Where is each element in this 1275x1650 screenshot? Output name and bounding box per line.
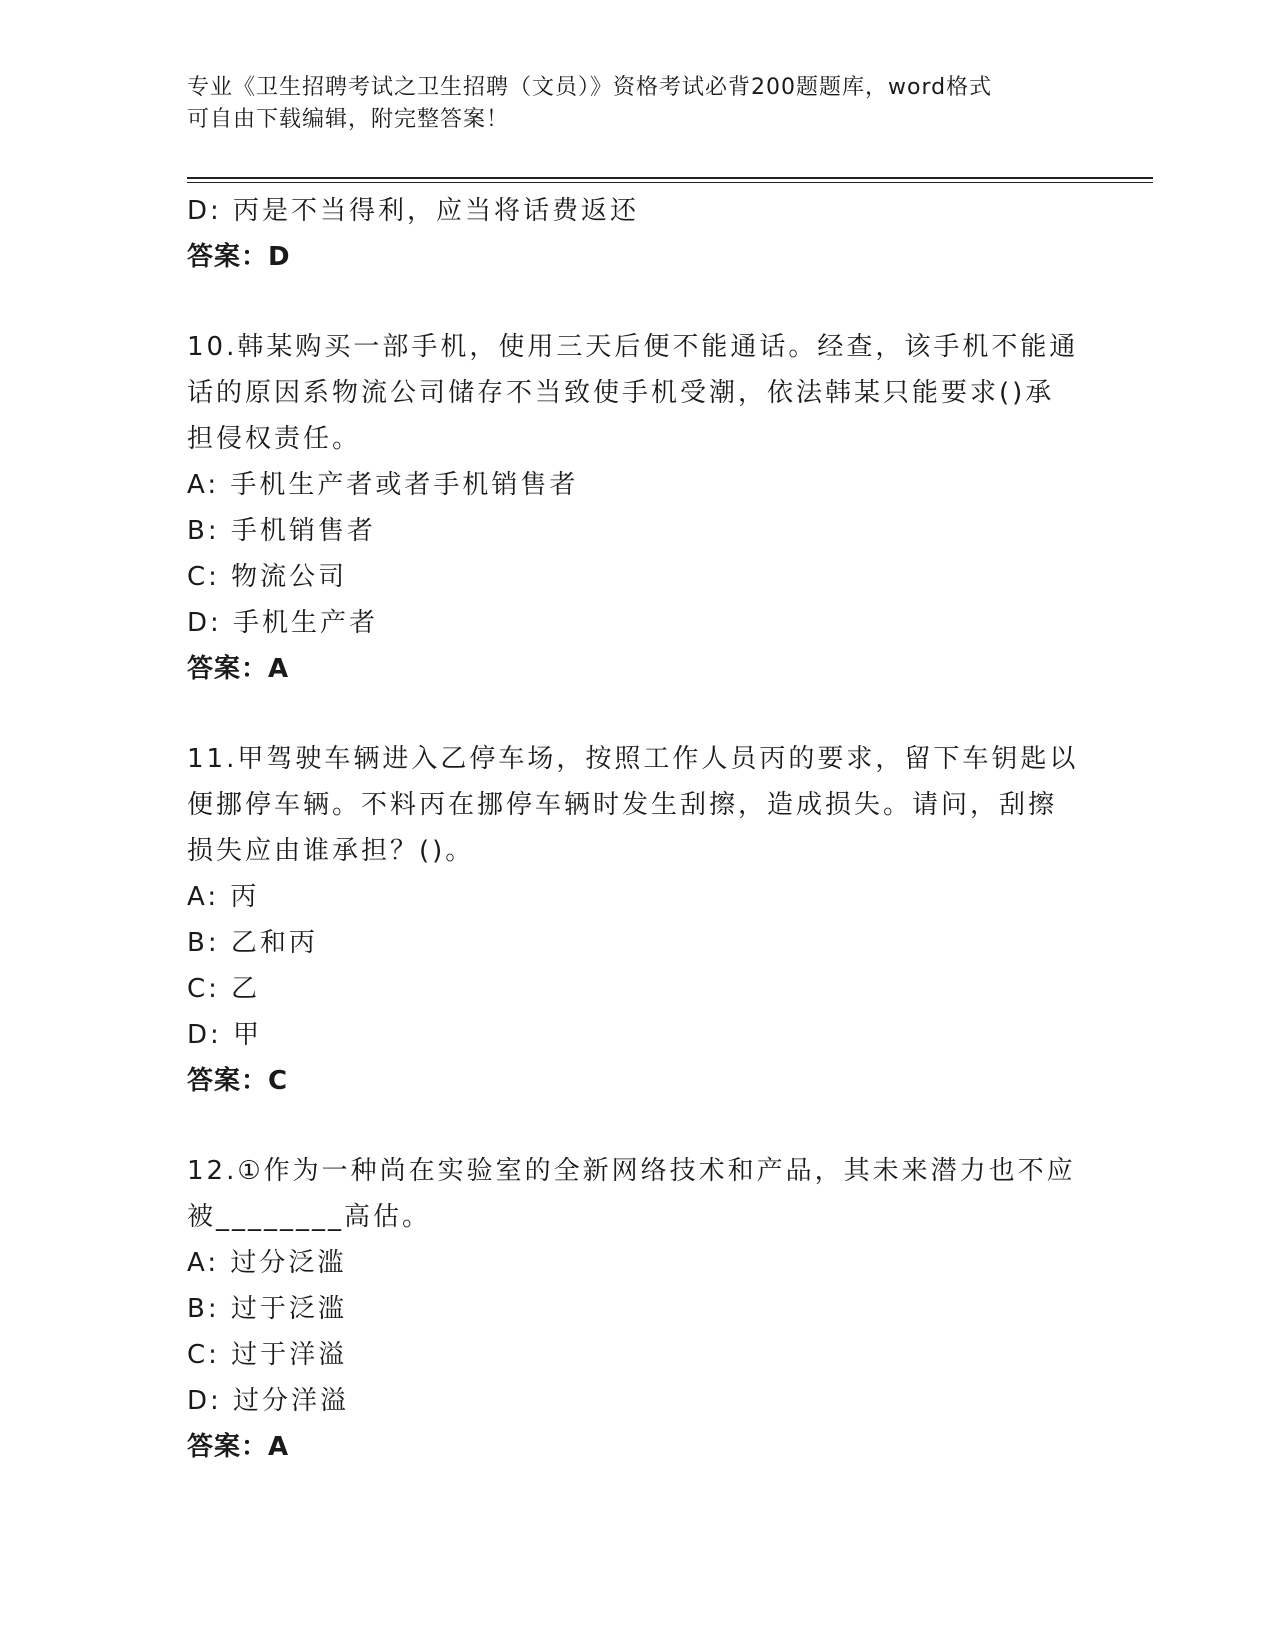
question-12 — [187, 1148, 1087, 1470]
header-divider-thin — [187, 182, 1153, 183]
option-c: C: 物流公司 — [187, 562, 348, 592]
option-a: A: 手机生产者或者手机销售者 — [187, 470, 579, 500]
document-header — [187, 72, 1067, 136]
question-11 — [187, 736, 1087, 1104]
question-9-tail — [187, 188, 1087, 280]
question-text-line: 损失应由谁承担？()。 — [187, 836, 475, 866]
question-text-line: 11.甲驾驶车辆进入乙停车场，按照工作人员丙的要求，留下车钥匙以 — [187, 744, 1079, 774]
option-b: B: 过于泛滥 — [187, 1294, 347, 1324]
header-line-1: 专业《卫生招聘考试之卫生招聘（文员）》资格考试必背200题题库，word格式 — [187, 75, 993, 100]
option-d: D: 甲 — [187, 1020, 263, 1050]
option-a: A: 丙 — [187, 882, 260, 912]
option-d: D: 过分洋溢 — [187, 1386, 350, 1416]
question-text-line: 话的原因系物流公司储存不当致使手机受潮，依法韩某只能要求()承 — [187, 378, 1055, 408]
question-text-line: 便挪停车辆。不料丙在挪停车辆时发生刮擦，造成损失。请问，刮擦 — [187, 790, 1058, 820]
option-b: B: 乙和丙 — [187, 928, 318, 958]
question-text-line: 被________高估。 — [187, 1202, 432, 1232]
answer-line: 答案：C — [187, 1066, 289, 1096]
option-c: C: 乙 — [187, 974, 261, 1004]
spacer — [187, 280, 1087, 324]
header-line-2: 可自由下载编辑，附完整答案！ — [187, 107, 510, 132]
option-a: A: 过分泛滥 — [187, 1248, 347, 1278]
question-text-line: 12.①作为一种尚在实验室的全新网络技术和产品，其未来潜力也不应 — [187, 1156, 1076, 1186]
header-divider-thick — [187, 177, 1153, 179]
option-c: C: 过于洋溢 — [187, 1340, 348, 1370]
question-text-line: 10.韩某购买一部手机，使用三天后便不能通话。经查，该手机不能通 — [187, 332, 1079, 362]
answer-line: 答案：D — [187, 242, 291, 272]
question-text-line: 担侵权责任。 — [187, 424, 362, 454]
answer-line: 答案：A — [187, 1432, 290, 1462]
answer-line: 答案：A — [187, 654, 290, 684]
option-d: D: 丙是不当得利，应当将话费返还 — [187, 196, 640, 226]
option-b: B: 手机销售者 — [187, 516, 376, 546]
spacer — [187, 692, 1087, 736]
question-list — [187, 188, 1087, 1470]
option-d: D: 手机生产者 — [187, 608, 379, 638]
question-10 — [187, 324, 1087, 692]
spacer — [187, 1104, 1087, 1148]
